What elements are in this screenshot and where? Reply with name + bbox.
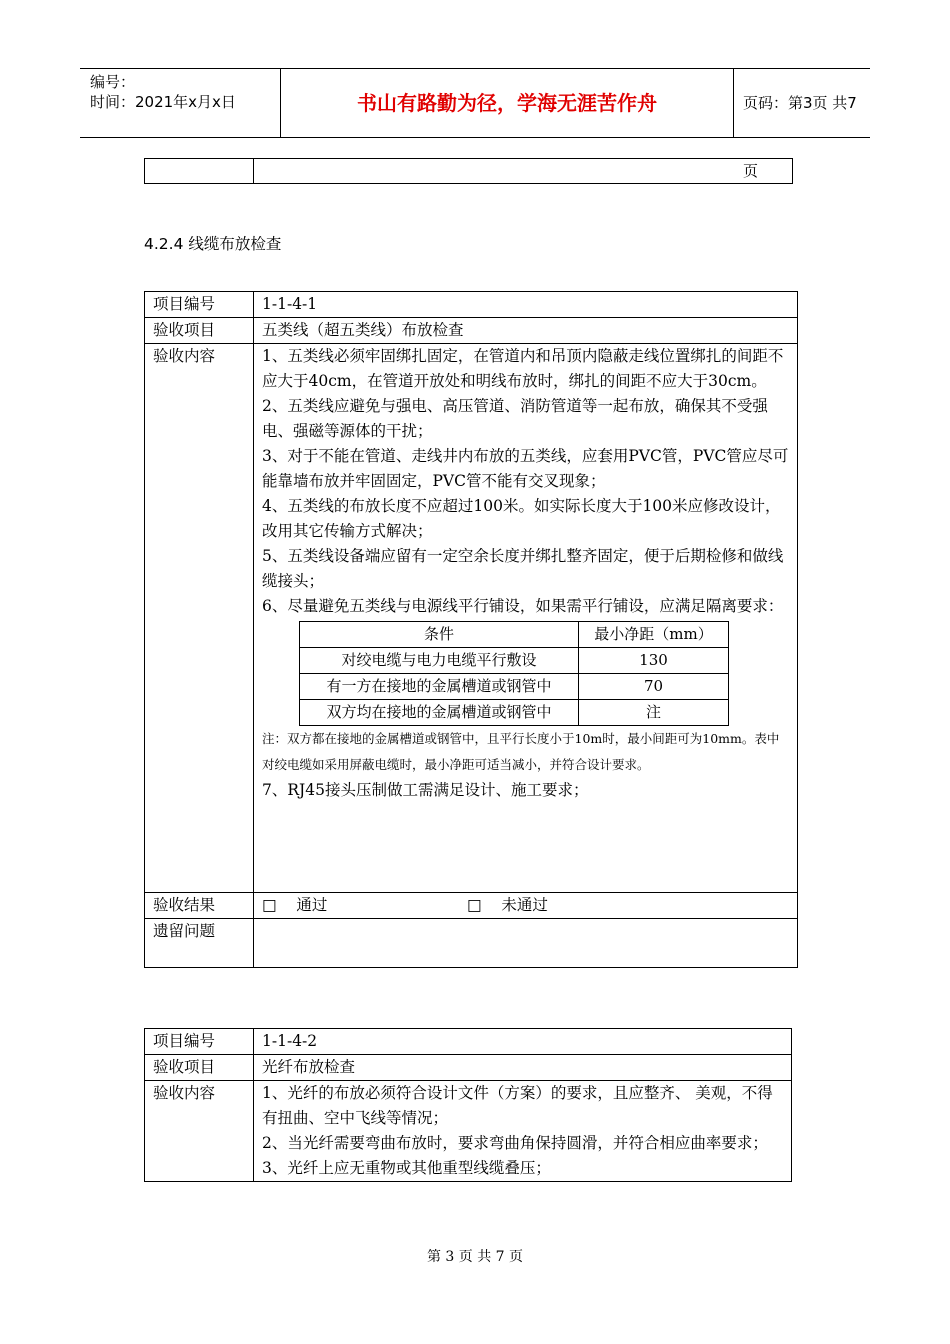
spacing-table (299, 621, 729, 726)
item-label: 验收项目 (145, 318, 254, 344)
issues-label: 遗留问题 (145, 919, 254, 968)
empty-cell (145, 159, 254, 184)
previous-table-fragment (144, 158, 793, 184)
spacing-header: 最小净距（mm） (579, 622, 729, 648)
spacing-value: 70 (579, 674, 729, 700)
empty-cell (254, 159, 793, 184)
item-value: 五类线（超五类线）布放检查 (254, 318, 798, 344)
spacing-value: 注 (579, 700, 729, 726)
content-label: 验收内容 (145, 344, 254, 893)
result-cell (254, 893, 798, 919)
section-title: 4.2.4 线缆布放检查 (144, 235, 282, 253)
header-motto: 书山有路勤为径，学海无涯苦作舟 (280, 69, 734, 137)
id-value: 1-1-4-1 (254, 292, 798, 318)
content-item: 5、五类线设备端应留有一定空余长度并绑扎整齐固定，便于后期检修和做线缆接头； (262, 547, 784, 590)
header-meta (80, 69, 280, 137)
inspection-table-2 (144, 1028, 792, 1182)
result-label: 验收结果 (145, 893, 254, 919)
page-header (80, 68, 870, 180)
content-item: 6、尽量避免五类线与电源线平行铺设，如果需平行铺设，应满足隔离要求： (262, 597, 784, 615)
page-info: 页码：第3页 共7页 (743, 94, 857, 180)
id-value: 1-1-4-2 (254, 1029, 792, 1055)
fail-checkbox[interactable]: □ (466, 896, 482, 914)
content-cell (254, 344, 798, 893)
issues-cell (254, 919, 798, 968)
id-label: 项目编号 (145, 1029, 254, 1055)
pass-label: 通过 (296, 896, 328, 914)
content-item: 3、光纤上应无重物或其他重型线缆叠压； (262, 1159, 551, 1177)
date-label: 时间：2021年x月x日 (90, 93, 236, 111)
spacing-condition: 对绞电缆与电力电缆平行敷设 (300, 648, 579, 674)
fail-label: 未通过 (501, 896, 548, 914)
content-item: 2、当光纤需要弯曲布放时，要求弯曲角保持圆滑，并符合相应曲率要求； (262, 1134, 768, 1152)
content-cell (254, 1081, 792, 1182)
pass-checkbox[interactable]: □ (262, 896, 277, 914)
content-item: 4、五类线的布放长度不应超过100米。如实际长度大于100米应修改设计，改用其它传输方式解决； (262, 497, 781, 540)
spacing-value: 130 (579, 648, 729, 674)
spacing-condition: 有一方在接地的金属槽道或钢管中 (300, 674, 579, 700)
spacing-header: 条件 (300, 622, 579, 648)
content-item: 2、五类线应避免与强电、高压管道、消防管道等一起布放，确保其不受强电、强磁等源体的干扰； (262, 397, 768, 440)
spacing-condition: 双方均在接地的金属槽道或钢管中 (300, 700, 579, 726)
content-item: 7、RJ45接头压制做工需满足设计、施工要求； (262, 781, 589, 799)
content-label: 验收内容 (145, 1081, 254, 1182)
item-value: 光纤布放检查 (254, 1055, 792, 1081)
number-label: 编号： (90, 73, 136, 91)
item-label: 验收项目 (145, 1055, 254, 1081)
id-label: 项目编号 (145, 292, 254, 318)
page-footer: 第 3 页 共 7 页 (426, 1249, 524, 1265)
content-item: 1、光纤的布放必须符合设计文件（方案）的要求，且应整齐、 美观，不得有扭曲、空中飞线等情况； (262, 1084, 773, 1127)
content-item: 3、对于不能在管道、走线井内布放的五类线，应套用PVC管，PVC管应尽可能靠墙布放并牢固固定，PVC管不能有交叉现象； (262, 447, 789, 490)
content-item: 1、五类线必须牢固绑扎固定，在管道内和吊顶内隐蔽走线位置绑扎的间距不应大于40cm，在管道开放处和明线布放时，绑扎的间距不应大于30cm。 (262, 347, 784, 390)
inspection-table-1 (144, 291, 798, 968)
spacing-note: 注：双方都在接地的金属槽道或钢管中，且平行长度小于10m时，最小间距可为10mm。表中对绞电缆如采用屏蔽电缆时，最小净距可适当减小，并符合设计要求。 (262, 731, 780, 772)
